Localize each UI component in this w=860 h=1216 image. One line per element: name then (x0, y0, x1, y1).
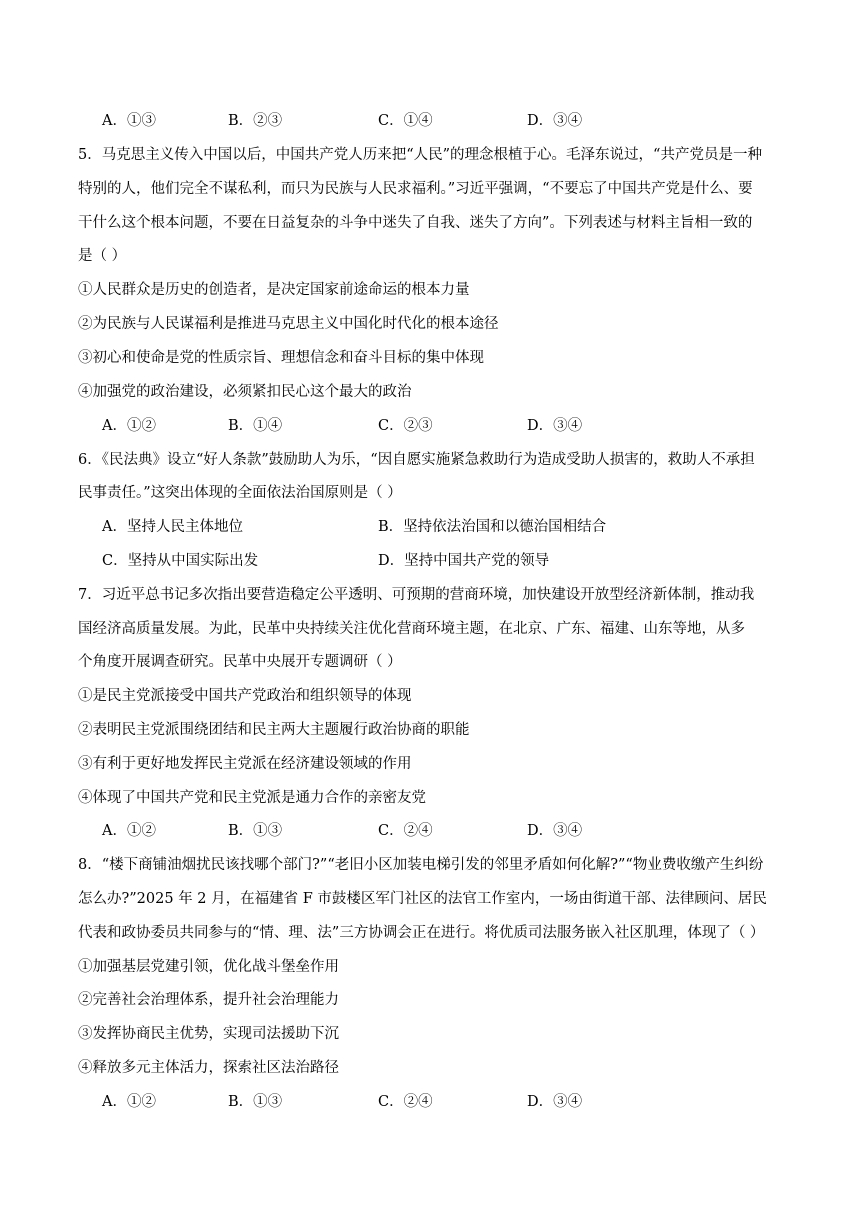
q4-option-a: A．①③ (102, 113, 156, 129)
q6-option-d: D．坚持中国共产党的领导 (378, 553, 550, 569)
q7-statement-3: ③有利于更好地发挥民主党派在经济建设领域的作用 (78, 756, 412, 772)
q8-stem-line: 怎么办?”2025 年 2 月，在福建省 F 市鼓楼区军门社区的法官工作室内，一场由街道干部、法律顾问、居民 (78, 891, 767, 907)
q8-option-a: A．①② (102, 1094, 156, 1110)
q5-statement-4: ④加强党的政治建设，必须紧扣民心这个最大的政治 (78, 384, 412, 400)
q7-option-c: C．②④ (378, 823, 433, 839)
q7-stem-line: 个角度开展调查研究。民革中央展开专题调研（ ） (78, 654, 402, 670)
q6-option-c: C．坚持从中国实际出发 (102, 553, 259, 569)
q8-option-d: D．③④ (527, 1094, 583, 1110)
q7-statement-4: ④体现了中国共产党和民主党派是通力合作的亲密友党 (78, 790, 426, 806)
q5-stem-line: 干什么这个根本问题，不要在日益复杂的斗争中迷失了自我、迷失了方向”。下列表述与材料主旨相一致的 (78, 215, 753, 231)
q8-statement-3: ③发挥协商民主优势，实现司法援助下沉 (78, 1026, 339, 1042)
q7-stem-line: 国经济高质量发展。为此，民革中央持续关注优化营商环境主题，在北京、广东、福建、山东等地，从多 (78, 621, 745, 637)
q5-statement-1: ①人民群众是历史的创造者，是决定国家前途命运的根本力量 (78, 282, 470, 298)
q4-option-b: B．②③ (228, 113, 283, 129)
q4-option-c: C．①④ (378, 113, 433, 129)
q8-option-c: C．②④ (378, 1094, 433, 1110)
q5-option-b: B．①④ (228, 418, 283, 434)
q7-statement-1: ①是民主党派接受中国共产党政治和组织领导的体现 (78, 688, 412, 704)
q5-stem-line: 是（ ） (78, 248, 127, 264)
q6-option-a: A．坚持人民主体地位 (102, 519, 243, 535)
q6-option-b: B．坚持依法治国和以德治国相结合 (378, 519, 607, 535)
q7-stem-line: 7．习近平总书记多次指出要营造稳定公平透明、可预期的营商环境，加快建设开放型经济新体制，推动我 (78, 587, 755, 603)
q5-statement-3: ③初心和使命是党的性质宗旨、理想信念和奋斗目标的集中体现 (78, 350, 484, 366)
q5-statement-2: ②为民族与人民谋福利是推进马克思主义中国化时代化的根本途径 (78, 316, 499, 332)
q8-stem-line: 代表和政协委员共同参与的“情、理、法”三方协调会正在进行。将优质司法服务嵌入社区肌理，体现了（ ） (78, 925, 765, 941)
q8-option-b: B．①③ (228, 1094, 283, 1110)
q6-stem-line: 民事责任。”这突出体现的全面依法治国原则是（ ） (78, 485, 402, 501)
q8-statement-4: ④释放多元主体活力，探索社区法治路径 (78, 1060, 339, 1076)
q6-stem-line: 6．《民法典》设立“好人条款”鼓励助人为乐，“因自愿实施紧急救助行为造成受助人损害的，救助人不承担 (78, 452, 755, 468)
q4-option-d: D．③④ (527, 113, 583, 129)
q7-option-b: B．①③ (228, 823, 283, 839)
q5-option-c: C．②③ (378, 418, 433, 434)
q8-statement-1: ①加强基层党建引领，优化战斗堡垒作用 (78, 959, 339, 975)
q8-stem-line: 8．“楼下商铺油烟扰民该找哪个部门?”“老旧小区加装电梯引发的邻里矛盾如何化解?”“物业费收缴产生纠纷 (78, 857, 764, 873)
q7-option-a: A．①② (102, 823, 156, 839)
q5-stem-line: 特别的人，他们完全不谋私利，而只为民族与人民求福利。”习近平强调，“不要忘了中国共产党是什么、要 (78, 181, 753, 197)
q5-option-a: A．①② (102, 418, 156, 434)
q5-stem-line: 5．马克思主义传入中国以后，中国共产党人历来把“人民”的理念根植于心。毛泽东说过，“共产党员是一种 (78, 147, 762, 163)
q5-option-d: D．③④ (527, 418, 583, 434)
q8-statement-2: ②完善社会治理体系，提升社会治理能力 (78, 992, 339, 1008)
q7-option-d: D．③④ (527, 823, 583, 839)
q7-statement-2: ②表明民主党派围绕团结和民主两大主题履行政治协商的职能 (78, 722, 470, 738)
